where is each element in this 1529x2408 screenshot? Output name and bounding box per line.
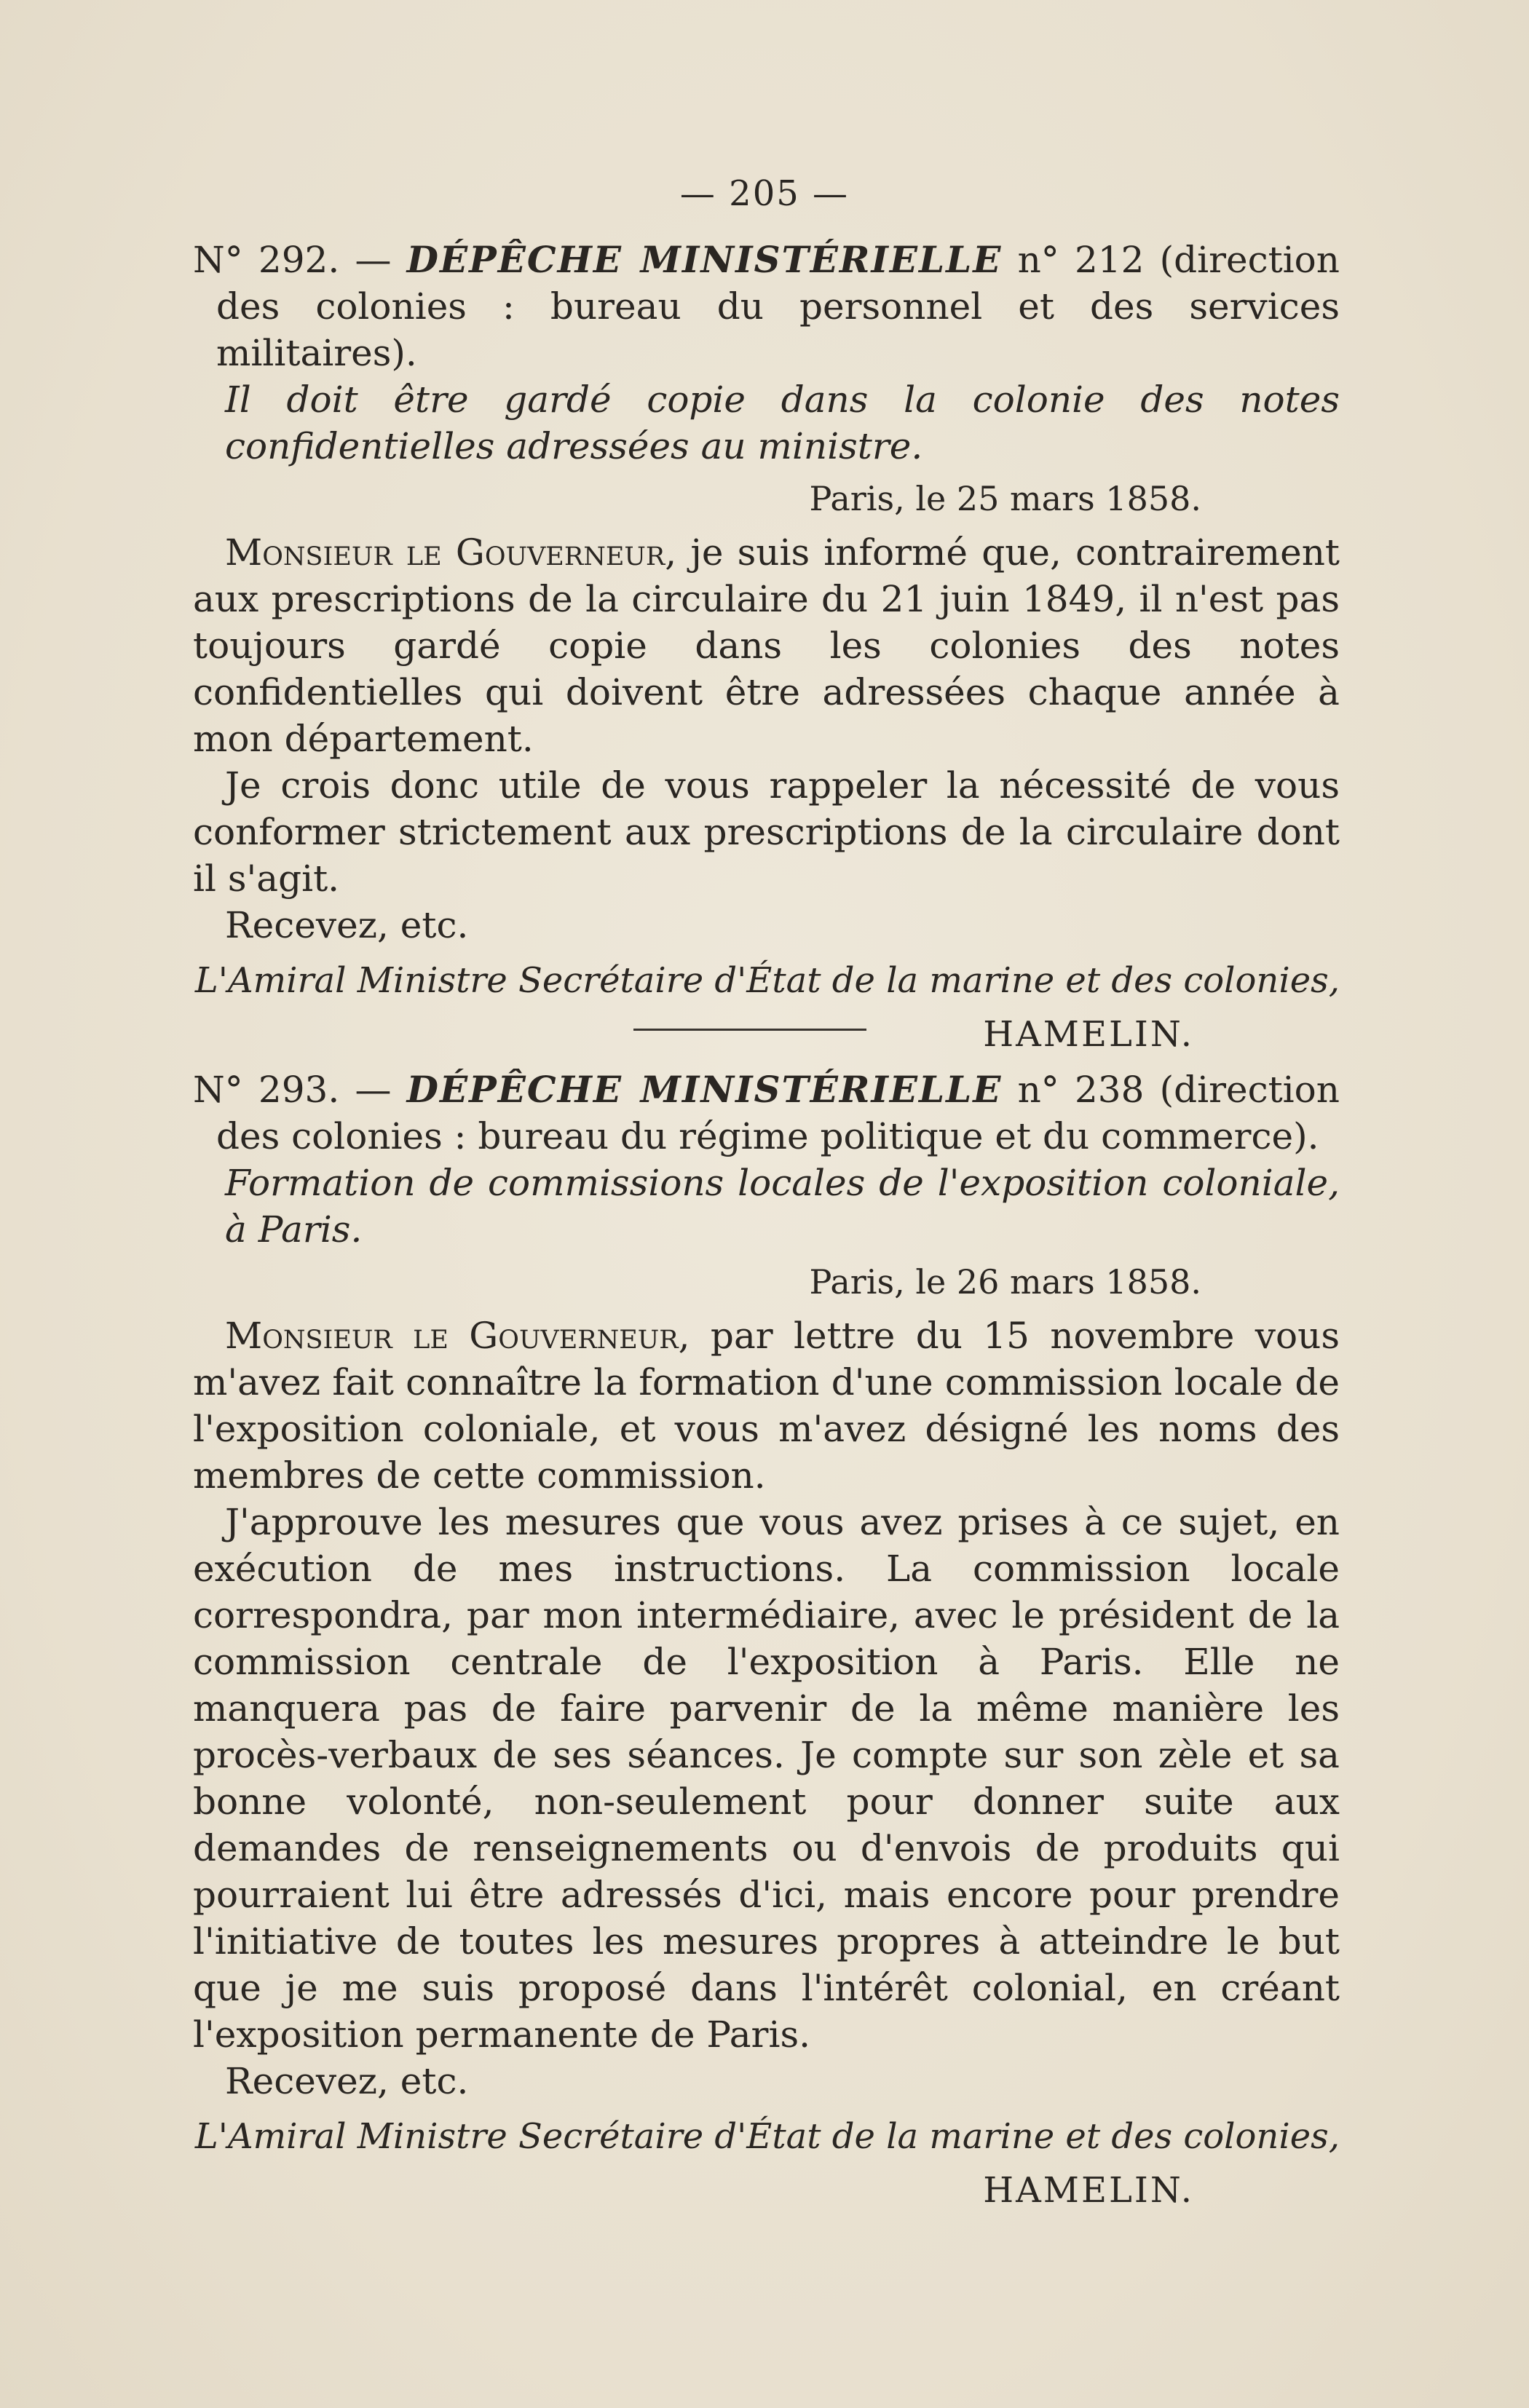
dispatch-department: (direction des colonies : bureau du régime politique et du commerce).: [216, 1069, 1340, 1157]
dispatch-dateline: Paris, le 26 mars 1858.: [809, 1262, 1201, 1302]
dispatch-closing: Recevez, etc.: [225, 2060, 469, 2102]
dispatch-paragraph: J'approuve les mesures que vous avez prises à ce sujet, en exécution de mes instructions. La commission locale correspondra, par mon intermédiaire, avec le président de la commission centrale de l'exposition à Paris. Elle ne manquera pas de faire parvenir de la même manière les procès-verbaux de ses séances. Je compte sur son zèle et sa bonne volonté, non-seulement pour donner suite aux demandes de renseignements ou d'envois de produits qui pourraient lui être adressés d'ici, mais encore pour prendre l'initiative de toutes les mesures propres à atteindre le but que je me suis proposé dans l'intérêt colonial, en créant l'exposition permanente de Paris.: [193, 1501, 1340, 2056]
dispatch-293: [193, 1066, 1340, 2214]
dispatch-closing: Recevez, etc.: [225, 904, 469, 946]
dispatch-heading: [193, 1066, 1340, 1160]
page-number: — 205 —: [679, 173, 850, 214]
paragraph-text: , je suis informé que, contrairement aux prescriptions de la circulaire du 21 juin 1849, il n'est pas toujours gardé copie dans les colonies des notes confidentielles qui doivent être adressées chaque année à mon département.: [193, 531, 1340, 760]
dispatch-paragraph: [193, 1312, 1340, 1499]
dispatch-number: N° 293. —: [193, 1069, 392, 1111]
dispatch-paragraph: [193, 529, 1340, 762]
dispatch-serial: n° 238: [1017, 1069, 1145, 1111]
dispatch-serial: n° 212: [1017, 239, 1145, 281]
dispatch-heading: [193, 237, 1340, 376]
dispatch-paragraph: Je crois donc utile de vous rappeler la nécessité de vous conformer strictement aux prescriptions de la circulaire dont il s'agit.: [193, 764, 1340, 900]
signature-title: L'Amiral Ministre Secrétaire d'État de la marine et des colonies,: [194, 960, 1340, 1001]
dispatch-number: N° 292. —: [193, 239, 392, 281]
dispatch-summary: Formation de commissions locales de l'exposition coloniale, à Paris.: [225, 1162, 1340, 1251]
section-divider: [633, 1029, 866, 1031]
signature-name: HAMELIN.: [983, 2170, 1194, 2211]
dispatch-summary: Il doit être gardé copie dans la colonie des notes confidentielles adressées au ministre.: [225, 379, 1340, 467]
signature-name: HAMELIN.: [983, 1014, 1194, 1055]
dispatch-dateline: Paris, le 25 mars 1858.: [809, 479, 1201, 518]
salutation: Monsieur le Gouverneur: [225, 531, 665, 574]
dispatch-kind: DÉPÊCHE MINISTÉRIELLE: [406, 238, 1003, 281]
signature-title: L'Amiral Ministre Secrétaire d'État de la marine et des colonies,: [194, 2116, 1340, 2157]
salutation: Monsieur le Gouverneur: [225, 1315, 679, 1357]
dispatch-department: (direction des colonies : bureau du personnel et des services militaires).: [216, 239, 1340, 374]
dispatch-292: [193, 237, 1340, 1058]
dispatch-kind: DÉPÊCHE MINISTÉRIELLE: [406, 1068, 1003, 1111]
paragraph-text: , par lettre du 15 novembre vous m'avez fait connaître la formation d'une commission locale de l'exposition coloniale, et vous m'avez désigné les noms des membres de cette commission.: [193, 1315, 1340, 1497]
